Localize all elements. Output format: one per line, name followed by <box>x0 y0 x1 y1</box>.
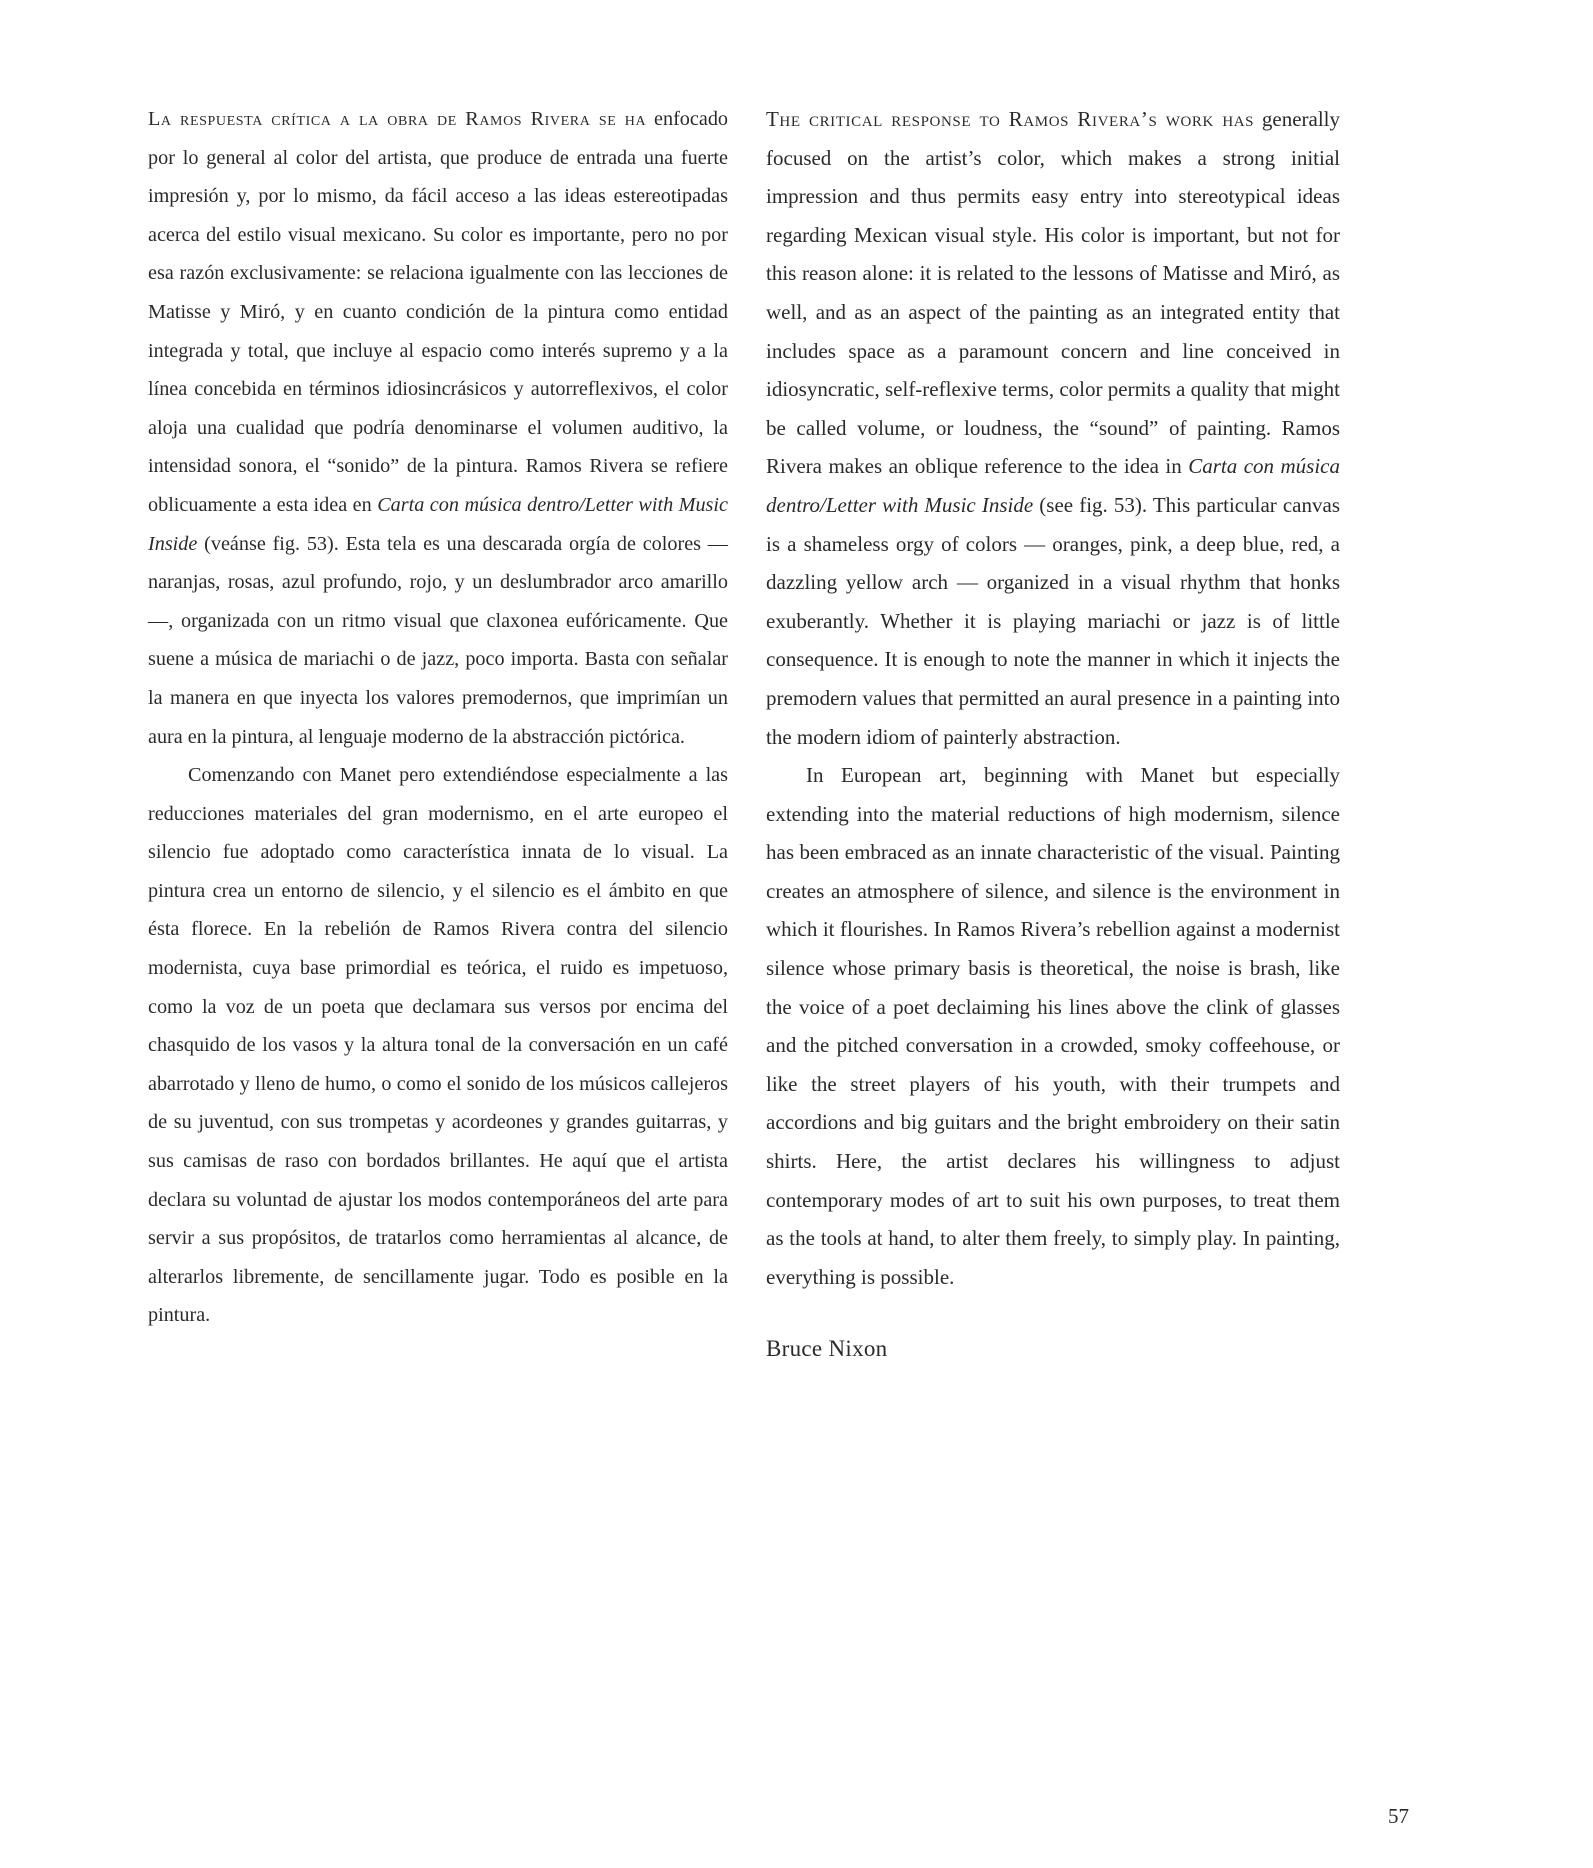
english-paragraph-1-text-a: generally focused on the artist’s color, which makes a strong initial impression and thus permits easy entry into stereotypical ideas regarding Mexican visual style. His color is important, but not for this reason alone: it is related to the lessons of Matisse and Miró, as well, and as an aspect of the painting as an integrated entity that includes space as a paramount concern and line conceived in idiosyncratic, self-reflexive terms, color permits a quality that might be called volume, or loudness, the “sound” of painting. Ramos Rivera makes an oblique reference to the idea in <box>766 107 1340 479</box>
english-paragraph-2: In European art, beginning with Manet but especially extending into the material reductions of high modernism, silence has been embraced as an innate characteristic of the visual. Painting creates an atmosphere of silence, and silence is the environment in which it flourishes. In Ramos Rivera’s rebellion against a modernist silence whose primary basis is theoretical, the noise is brash, like the voice of a poet declaiming his lines above the clink of glasses and the pitched conversation in a crowded, smoky coffeehouse, or like the street players of his youth, with their trumpets and accordions and big guitars and the bright embroidery on their satin shirts. Here, the artist declares his willingness to adjust contemporary modes of art to suit his own purposes, to treat them as the tools at hand, to alter them freely, to simply play. In painting, everything is possible. <box>766 763 1340 1289</box>
spanish-paragraph-2: Comenzando con Manet pero extendiéndose especialmente a las reducciones materiales del gran modernismo, en el arte europeo el silencio fue adoptado como característica innata de lo visual. La pintura crea un entorno de silencio, y el silencio es el ámbito en que ésta florece. En la rebelión de Ramos Rivera contra del silencio modernista, cuya base primordial es teórica, el ruido es impetuoso, como la voz de un poeta que declamara sus versos por encima del chasquido de los vasos y la altura tonal de la conversación en un café abarrotado y lleno de humo, o como el sonido de los músicos callejeros de su juventud, con sus trompetas y acordeones y grandes guitarras, y sus camisas de raso con bordados brillantes. He aquí que el artista declara su voluntad de ajustar los modos contemporáneos del arte para servir a sus propósitos, de tratarlos como herramientas al alcance, de alterarlos libremente, de sencillamente jugar. Todo es posible en la pintura. <box>148 764 728 1327</box>
english-paragraph-1 <box>766 100 1340 756</box>
english-column <box>766 100 1340 1369</box>
english-paragraph-1-text-b: (see fig. 53). This particular canvas is a shameless orgy of colors — oranges, pink, a deep blue, red, a dazzling yellow arch — organized in a visual rhythm that honks exuberantly. Whether it is playing mariachi or jazz is of little consequence. It is enough to note the manner in which it injects the premodern values that permitted an aural presence in a painting into the modern idiom of painterly abstraction. <box>766 492 1340 749</box>
spanish-artwork-title: Carta con música dentro/Letter with Music Inside <box>148 493 728 555</box>
english-artwork-title: Carta con música dentro/Letter with Music Inside <box>766 454 1341 517</box>
page-number: 57 <box>1388 1804 1409 1828</box>
spanish-column <box>148 100 728 1335</box>
spanish-paragraph-1 <box>148 100 728 756</box>
spanish-paragraph-1-text-a: enfocado por lo general al color del artista, que produce de entrada una fuerte impresión y, por lo mismo, da fácil acceso a las ideas estereotipadas acerca del estilo visual mexicano. Su color es importante, pero no por esa razón exclusivamente: se relaciona igualmente con las lecciones de Matisse y Miró, y en cuanto condición de la pintura como entidad integrada y total, que incluye al espacio como interés supremo y a la línea concebida en términos idiosincrásicos y autorreflexivos, el color aloja una cualidad que podría denominarse el volumen auditivo, la intensidad sonora, el “sonido” de la pintura. Ramos Rivera se refiere oblicuamente a esta idea en <box>148 108 729 516</box>
spanish-paragraph-1-text-b: (veánse fig. 53). Esta tela es una descarada orgía de colores — naranjas, rosas, azul profundo, rojo, y un deslumbrador arco amarillo —, organizada con un ritmo visual que claxonea eufóricamente. Que suene a música de mariachi o de jazz, poco importa. Basta con señalar la manera en que inyecta los valores premodernos, que imprimían un aura en la pintura, al lenguaje moderno de la abstracción pictórica. <box>148 532 728 748</box>
spanish-lead-in: La respuesta crítica a la obra de Ramos Rivera se ha <box>148 108 647 130</box>
author-signature: Bruce Nixon <box>766 1336 888 1362</box>
english-lead-in: The critical response to Ramos Rivera’s work has <box>766 107 1255 131</box>
